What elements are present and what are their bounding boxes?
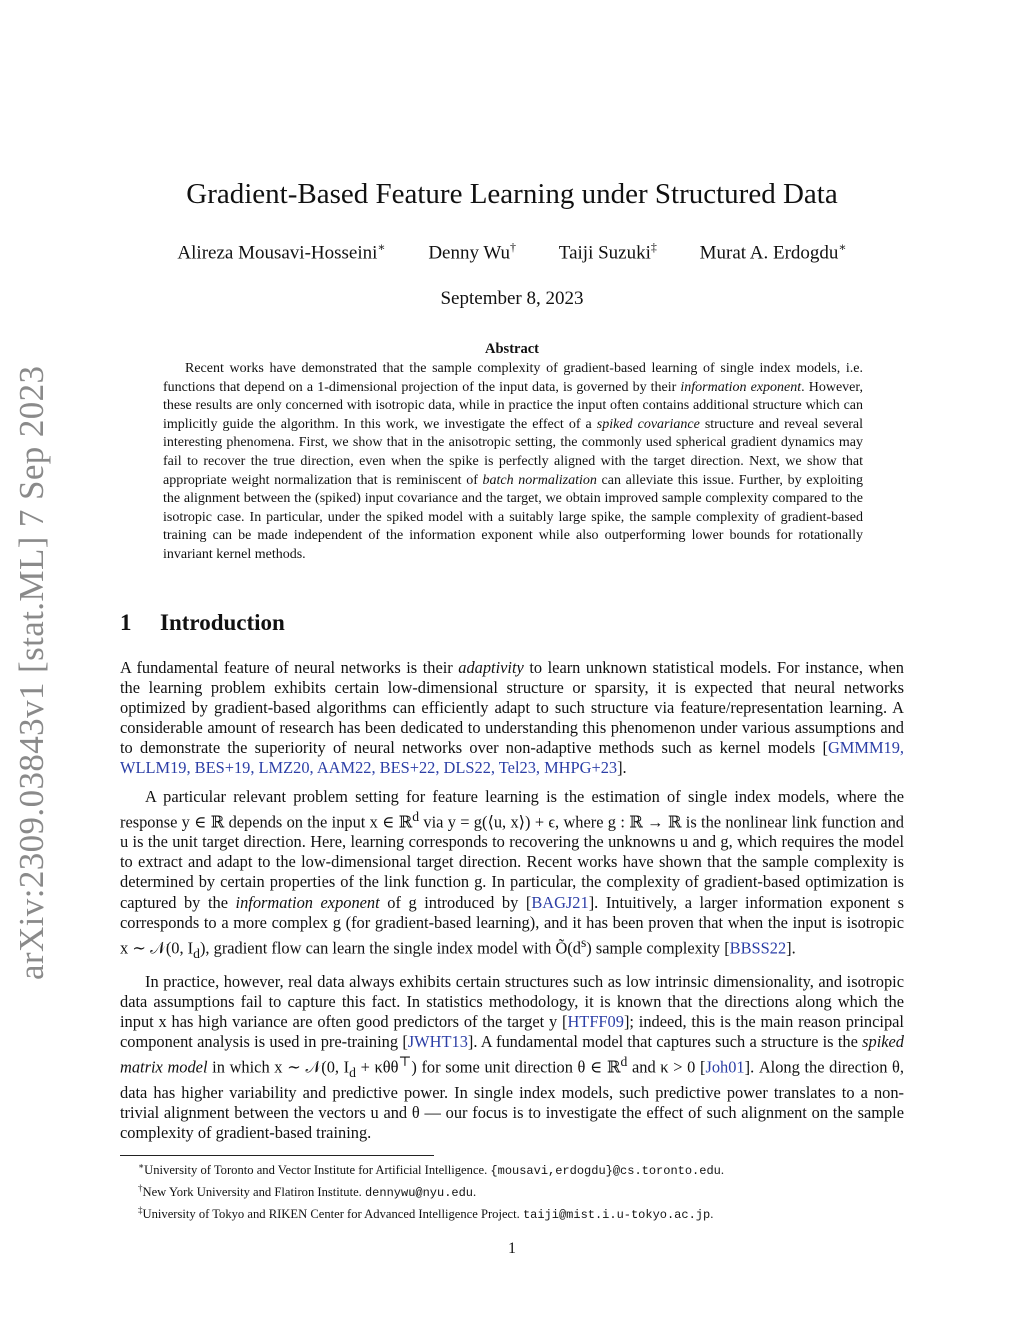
- text-run: .: [473, 1185, 477, 1200]
- footnote: [120, 1158, 904, 1180]
- email-address: dennywu@nyu.edu: [364, 1186, 474, 1201]
- footnote-divider: [120, 1155, 434, 1156]
- text-run: and κ > 0 [: [627, 1057, 706, 1077]
- email-address: taiji@mist.i.u-tokyo.ac.jp: [522, 1208, 711, 1223]
- text-run: ), gradient flow can learn the single index model with Õ(d: [199, 938, 581, 958]
- author-name: Alireza Mousavi-Hosseini: [177, 242, 378, 264]
- text-run: in which x ∼ 𝒩(0, I: [207, 1057, 350, 1077]
- paragraph: [120, 658, 904, 779]
- emphasis: information exponent: [235, 892, 380, 912]
- footnote-mark: †: [138, 1183, 143, 1194]
- citation-link[interactable]: BBSS22: [729, 938, 787, 958]
- text-run: + κθθ: [355, 1057, 399, 1077]
- arxiv-identifier-stamp: arXiv:2309.03843v1 [stat.ML] 7 Sep 2023: [12, 365, 51, 980]
- section-title: Introduction: [160, 610, 285, 635]
- section-number: 1: [120, 610, 132, 635]
- text-run: Recent works have demonstrated that the sample complexity of gradient-based learning of single index models, i.e. functions that depend on a 1-dimensional projection of the input data, is governed by their: [163, 361, 863, 395]
- subscript: d: [193, 945, 200, 961]
- footnote-mark: ‡: [138, 1205, 143, 1216]
- text-run: .: [710, 1207, 714, 1222]
- emphasis: information exponent: [680, 379, 802, 395]
- paragraph: [120, 787, 904, 964]
- text-run: to learn unknown statistical models. For instance, when the learning problem exhibits certain low-dimensional structure or sparsity, it is expected that neural networks optimized by gradient-based algorithms can efficiently adapt to such structure via feature/representation learning. A considerable amount of research has been dedicated to understanding this phenomenon under various assumptions and to demonstrate the superiority of neural networks over non-adaptive methods such as kernel models [: [120, 658, 904, 758]
- superscript: d: [412, 808, 420, 824]
- author-affiliation-mark: ‡: [650, 240, 657, 254]
- author-affiliation-mark: ∗: [838, 240, 847, 254]
- text-run: ].: [617, 758, 627, 778]
- text-run: ]; indeed, this is the main reason principal component analysis is used in pre-training [: [120, 1011, 904, 1051]
- author-affiliation-mark: †: [510, 240, 517, 254]
- abstract-heading: Abstract: [485, 341, 539, 357]
- emphasis: adaptivity: [458, 658, 524, 677]
- page-number: 1: [508, 1240, 516, 1257]
- footnotes: [120, 1158, 904, 1225]
- author-name: Taiji Suzuki: [558, 242, 651, 264]
- citation-link[interactable]: JWHT13: [407, 1031, 468, 1051]
- author: [428, 240, 516, 264]
- footnote: [120, 1180, 904, 1202]
- footnote-mark: ∗: [138, 1161, 145, 1171]
- text-run: ]. Intuitively, a larger information exponent s corresponds to a more complex g (for gradient-based learning), and it has been proven that when the input is isotropic x ∼ 𝒩(0, I: [120, 892, 905, 958]
- author-affiliation-mark: ∗: [377, 240, 386, 254]
- text-run: In practice, however, real data always exhibits certain structures such as low intrinsic dimensionality, and isotropic data assumptions fail to capture this fact. In statistics methodology, it is known that the directions along which the input x has high variance are often good predictors of the target y [: [120, 971, 904, 1031]
- author-name: Denny Wu: [428, 242, 511, 264]
- emphasis: batch normalization: [482, 472, 597, 488]
- citation-link[interactable]: Joh01: [705, 1057, 745, 1077]
- superscript: s: [580, 934, 587, 950]
- emphasis: spiked matrix model: [120, 1031, 904, 1077]
- text-run: can alleviate this issue. Further, by exploiting the alignment between the (spiked) input covariance and the target, we obtain improved sample complexity compared to the isotropic case. In particular, under the spiked model with a suitably large spike, the sample complexity of gradient-based training can be made independent of the information exponent while also outperforming lower bounds for rotationally invariant kernel methods.: [163, 472, 864, 562]
- section-heading: [120, 610, 285, 636]
- author: [177, 240, 385, 264]
- text-run: ]. Along the direction θ, data has higher variability and predictive power. In single index models, such predictive power translates to a non-trivial alignment between the vectors u and θ — our focus is to investigate the effect of such alignment on the sample complexity of gradient-based training.: [120, 1057, 905, 1142]
- footnote: [120, 1202, 904, 1224]
- footnote-text: University of Toronto and Vector Institute for Artificial Intelligence.: [144, 1163, 491, 1178]
- citation-link[interactable]: BAGJ21: [531, 892, 589, 912]
- superscript: d: [620, 1053, 628, 1069]
- text-run: of g introduced by [: [379, 892, 532, 912]
- paper-title: Gradient-Based Feature Learning under Structured Data: [186, 178, 838, 210]
- section-body: [120, 658, 904, 1151]
- publication-date: September 8, 2023: [440, 288, 584, 309]
- text-run: structure and reveal several interesting phenomena. First, we show that in the anisotropic setting, the commonly used spherical gradient dynamics may fail to recover the true direction, even when the spike is perfectly aligned with the target direction. Next, we show that appropriate weight normalization that is reminiscent of: [163, 416, 863, 488]
- citation-link[interactable]: GMMM19, WLLM19, BES+19, LMZ20, AAM22, BES+22, DLS22, Tel23, MHPG+23: [120, 738, 904, 778]
- emphasis: spiked covariance: [596, 416, 700, 432]
- text-run: . However, these results are only concerned with isotropic data, while in practice the input often contains additional structure which can implicitly guide the algorithm. In this work, we investigate the effect of a: [163, 379, 863, 432]
- author: [559, 240, 657, 264]
- author-name: Murat A. Erdogdu: [699, 242, 839, 264]
- text-run: ]. A fundamental model that captures such a structure is the: [467, 1031, 863, 1051]
- footnote-text: New York University and Flatiron Institute.: [142, 1185, 365, 1200]
- text-run: via y = g(⟨u, x⟩) + ϵ, where g : ℝ → ℝ is the nonlinear link function and u is the unit target direction. Here, learning corresponds to recovering the unknowns u and g, which requires the model to extract and adapt to the low-dimensional target direction. Recent works have shown that the sample complexity is determined by certain properties of the link function g. In particular, the complexity of gradient-based optimization is captured by the: [120, 812, 905, 912]
- text-run: ) for some unit direction θ ∈ ℝ: [411, 1057, 621, 1077]
- text-run: ) sample complexity [: [586, 938, 730, 958]
- paragraph: [120, 972, 904, 1144]
- text-run: .: [720, 1163, 725, 1178]
- author: [700, 240, 847, 264]
- superscript: ⊤: [398, 1053, 412, 1069]
- email-address: {mousavi,erdogdu}@cs.toronto.edu: [490, 1164, 721, 1179]
- citation-link[interactable]: HTFF09: [567, 1011, 624, 1031]
- text-run: A particular relevant problem setting for feature learning is the estimation of single index models, where the response y ∈ ℝ depends on the input x ∈ ℝ: [120, 786, 904, 832]
- subscript: d: [349, 1064, 356, 1080]
- text-run: ].: [786, 938, 796, 958]
- abstract-text: [163, 360, 863, 565]
- footnote-text: University of Tokyo and RIKEN Center for Advanced Intelligence Project.: [142, 1207, 523, 1222]
- text-run: A fundamental feature of neural networks is their: [120, 658, 459, 677]
- author-list: [0, 240, 1024, 264]
